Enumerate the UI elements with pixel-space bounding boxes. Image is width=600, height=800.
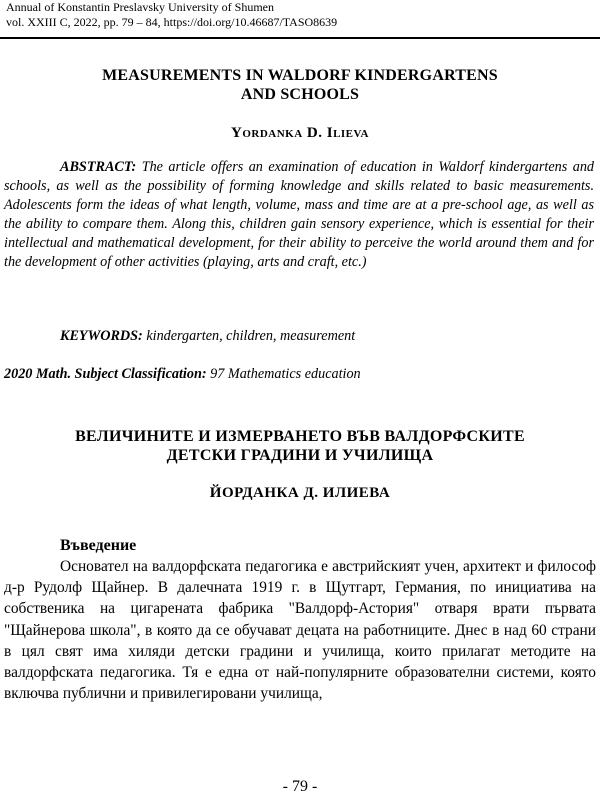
journal-name: Annual of Konstantin Preslavsky University of Shumen bbox=[6, 0, 274, 14]
paper-title-bulgarian bbox=[20, 427, 580, 465]
journal-header bbox=[6, 0, 594, 30]
keywords-label: KEYWORDS: bbox=[60, 328, 143, 344]
journal-citation: vol. XXIII C, 2022, pp. 79 – 84, https://doi.org/10.46687/TASO8639 bbox=[6, 15, 338, 29]
body-paragraph: Основател на валдорфската педагогика е австрийският учен, архитект и философ д-р Рудолф Щайнер. В далечната 1919 г. в Щутгарт, Германия, по инициатива на собственика на цигарената фабрика "Валдорф-Астория" отваря врати първата "Щайнерова школа", в която да се обучават децата на работниците. Днес в над 60 страни в цял свят има хиляди детски градини и училища, които прилагат методите на валдорфската педагогика. Тя е една от най-популярните образователни системи, която включва публични и привилегировани училища, bbox=[4, 558, 596, 703]
msc-label: 2020 Math. Subject Classification: bbox=[4, 366, 207, 382]
keywords-text: kindergarten, children, measurement bbox=[146, 328, 356, 344]
msc-text: 97 Mathematics education bbox=[210, 366, 361, 382]
section-heading: Въведение bbox=[60, 537, 137, 554]
page-number: - 79 - bbox=[282, 778, 318, 795]
paper-title-english bbox=[20, 66, 580, 104]
title-english-line2: AND SCHOOLS bbox=[240, 86, 360, 103]
keywords bbox=[60, 328, 590, 345]
abstract bbox=[4, 158, 594, 272]
author-english: Yordanka D. Ilieva bbox=[230, 125, 369, 141]
author-bulgarian: ЙОРДАНКА Д. ИЛИЕВА bbox=[209, 485, 391, 501]
title-bulgarian-line1: ВЕЛИЧИНИТЕ И ИЗМЕРВАНЕТО ВЪВ ВАЛДОРФСКИТЕ bbox=[75, 428, 525, 445]
math-subject-classification bbox=[4, 366, 594, 383]
abstract-text: The article offers an examination of education in Waldorf kindergartens and schools, as well as the possibility of forming knowledge and skills related to basic measurements. Adolescents form the ideas of what length, volume, mass and time are at a pre-school age, as well as the ability to compare them. Along this, children gain sensory experience, which is essential for their intellectual and mathematical development, for their ability to perceive the world around them and for the development of other activities (playing, arts and craft, etc.) bbox=[4, 159, 595, 270]
header-divider bbox=[0, 37, 600, 39]
abstract-label: ABSTRACT: bbox=[60, 159, 137, 175]
title-bulgarian-line2: ДЕТСКИ ГРАДИНИ И УЧИЛИЩА bbox=[166, 447, 434, 464]
title-english-line1: MEASUREMENTS IN WALDORF KINDERGARTENS bbox=[102, 67, 498, 84]
